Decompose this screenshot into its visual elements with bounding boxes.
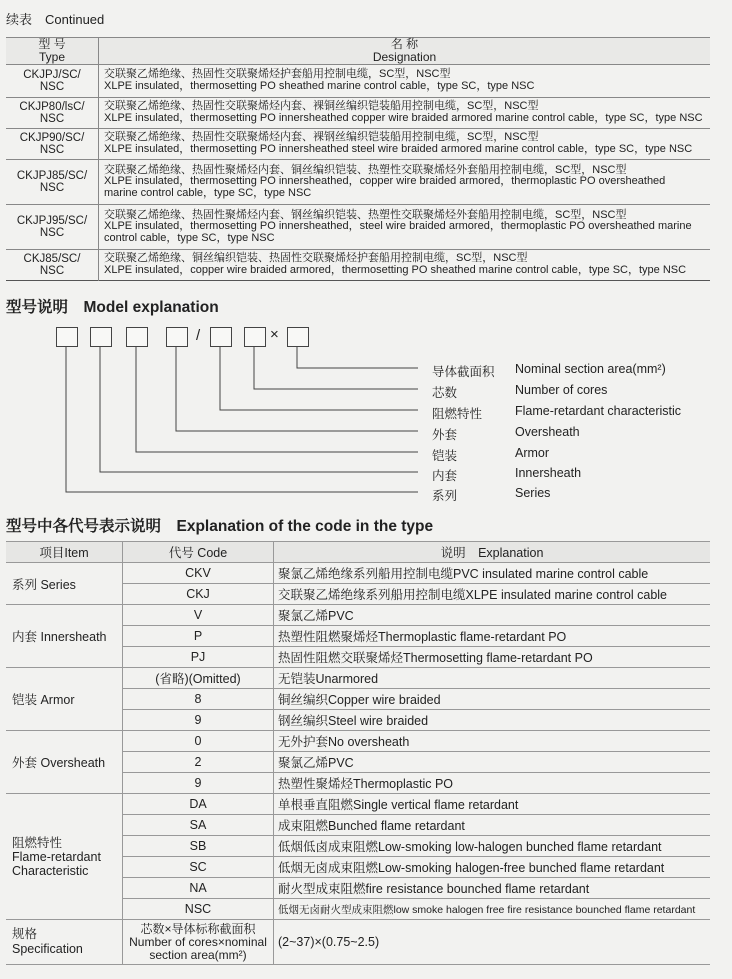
code-header: 代号 Code (123, 542, 274, 563)
spec-item-cell: 规格 Specification (6, 920, 123, 965)
designation-cell: 交联聚乙烯绝缘、热固性交联聚烯烃护套船用控制电缆，SC型，NSC型 XLPE insulated，thermosetting PO sheathed marine control cable，type SC，type NSC (99, 65, 711, 98)
label-cores-cn: 芯数 (432, 386, 458, 400)
times-separator: × (270, 326, 279, 343)
explanation-cell: 热塑性聚烯烃Thermoplastic PO (274, 773, 711, 794)
type-cell: CKJPJ85/SC/ NSC (6, 160, 99, 205)
explanation-cell: 成束阻燃Bunched flame retardant (274, 815, 711, 836)
code-cell: NSC (123, 899, 274, 920)
code-cell: 9 (123, 773, 274, 794)
label-oversheath-cn: 外套 (432, 428, 458, 442)
explanation-cell: 铜丝编织Copper wire braided (274, 689, 711, 710)
code-cell: (省略)(Omitted) (123, 668, 274, 689)
item-cell: 阻燃特性 Flame-retardant Characteristic (6, 794, 123, 920)
code-cell: NA (123, 878, 274, 899)
slash-separator: / (196, 327, 201, 344)
label-series-cn: 系列 (432, 489, 458, 503)
code-cell: 2 (123, 752, 274, 773)
explanation-cell: 聚氯乙烯PVC (274, 605, 711, 626)
explanation-cell: 低烟低卤成束阻燃Low-smoking low-halogen bunched flame retardant (274, 836, 711, 857)
code-cell: CKJ (123, 584, 274, 605)
table-row (6, 563, 710, 584)
code-cell: 9 (123, 710, 274, 731)
code-cell: CKV (123, 563, 274, 584)
line-series (66, 347, 418, 492)
code-cell: SC (123, 857, 274, 878)
explanation-cell: 聚氯乙烯PVC (274, 752, 711, 773)
code-cell: 8 (123, 689, 274, 710)
explanation-cell: 钢丝编织Steel wire braided (274, 710, 711, 731)
code-cell: SB (123, 836, 274, 857)
explanation-cell: 无外护套No oversheath (274, 731, 711, 752)
item-cell: 外套 Oversheath (6, 731, 123, 794)
label-series-en: Series (515, 486, 551, 500)
table-row (6, 794, 710, 815)
type-cell: CKJP80/lsC/ NSC (6, 98, 99, 129)
code-cell: P (123, 626, 274, 647)
table-header-row (6, 542, 710, 563)
label-innersheath-en: Innersheath (515, 466, 582, 480)
explanation-cell: 耐火型成束阻燃fire resistance bounched flame retardant (274, 878, 711, 899)
label-flame-en: Flame-retardant characteristic (515, 404, 682, 418)
designation-header: 名 称 Designation (99, 38, 711, 65)
code-cell: 0 (123, 731, 274, 752)
spec-row (6, 920, 710, 965)
code-cell: SA (123, 815, 274, 836)
explanation-cell: 单根垂直阻燃Single vertical flame retardant (274, 794, 711, 815)
explanation-cell: 聚氯乙烯绝缘系列船用控制电缆PVC insulated marine control cable (274, 563, 711, 584)
explanation-cell: 热固性阻燃交联聚烯烃Thermosetting flame-retardant PO (274, 647, 711, 668)
table-row (6, 731, 710, 752)
designation-cell: 交联聚乙烯绝缘、热固性交联聚烯烃内套、裸铜丝编织铠装船用控制电缆，SC型，NSC型 XLPE insulated，thermosetting PO innersheathed copper wire braided armored marine control cable，type SC，type NSC (99, 98, 711, 129)
code-cell: DA (123, 794, 274, 815)
code-cell: V (123, 605, 274, 626)
table-row (6, 605, 710, 626)
label-section-en: Nominal section area(mm²) (515, 362, 666, 376)
type-header: 型 号 Type (6, 38, 99, 65)
type-cell: CKJP90/SC/ NSC (6, 129, 99, 160)
label-cores-en: Number of cores (515, 383, 608, 397)
label-innersheath-cn: 内套 (432, 469, 458, 483)
explanation-header: 说明 Explanation (274, 542, 711, 563)
explanation-cell: 交联聚乙烯绝缘系列船用控制电缆XLPE insulated marine control cable (274, 584, 711, 605)
item-header: 项目Item (6, 542, 123, 563)
explanation-cell: 低烟无卤成束阻燃Low-smoking halogen-free bunched flame retardant (274, 857, 711, 878)
line-armor (136, 347, 418, 452)
label-flame-cn: 阻燃特性 (432, 407, 483, 421)
line-flame (220, 347, 418, 410)
label-section-cn: 导体截面积 (432, 365, 495, 379)
designation-cell: 交联聚乙烯绝缘、铜丝编织铠装、热固性交联聚烯烃护套船用控制电缆，SC型，NSC型 XLPE insulated，copper wire braided armored，thermosetting PO sheathed marine control cable，type SC，type NSC (99, 250, 711, 281)
code-table-title: 型号中各代号表示说明 Explanation of the code in the type (6, 518, 434, 535)
item-cell: 系列 Series (6, 563, 123, 605)
continued-label: 续表 Continued (6, 12, 105, 27)
item-cell: 内套 Innersheath (6, 605, 123, 668)
model-explanation-title: 型号说明 Model explanation (6, 299, 219, 316)
explanation-cell: 热塑性阻燃聚烯烃Thermoplastic flame-retardant PO (274, 626, 711, 647)
code-cell: PJ (123, 647, 274, 668)
spec-explanation-cell: (2~37)×(0.75~2.5) (274, 920, 711, 965)
explanation-cell: 低烟无卤耐火型成束阻燃low smoke halogen free fire resistance bounched flame retardant (274, 899, 711, 920)
table-row (6, 668, 710, 689)
line-section (297, 347, 418, 368)
item-cell: 铠装 Armor (6, 668, 123, 731)
label-armor-cn: 铠装 (432, 449, 458, 463)
designation-cell: 交联聚乙烯绝缘、热固性聚烯烃内套、钢丝编织铠装、热塑性交联聚烯烃外套船用控制电缆，SC型，NSC型 XLPE insulated，thermosetting PO innersheathed，steel wire braided armored，thermoplastic PO oversheathed marine control cable，type SC，type NSC (99, 205, 711, 250)
type-cell: CKJPJ/SC/ NSC (6, 65, 99, 98)
code-explanation-table (6, 541, 710, 965)
label-oversheath-en: Oversheath (515, 425, 580, 439)
type-cell: CKJ85/SC/ NSC (6, 250, 99, 281)
designation-cell: 交联聚乙烯绝缘、热固性交联聚烯烃内套、裸钢丝编织铠装船用控制电缆，SC型，NSC型 XLPE insulated，thermosetting PO innersheathed steel wire braided armored marine control cable，type SC，type NSC (99, 129, 711, 160)
spec-code-cell: 芯数×导体标称截面积 Number of cores×nominal section area(mm²) (123, 920, 274, 965)
designation-cell: 交联聚乙烯绝缘、热固性聚烯烃内套、铜丝编织铠装、热塑性交联聚烯烃外套船用控制电缆，SC型，NSC型 XLPE insulated，thermosetting PO innersheathed，copper wire braided armored，thermoplastic PO oversheathed marine control cable，type SC，type NSC (99, 160, 711, 205)
label-armor-en: Armor (515, 446, 550, 460)
type-cell: CKJPJ95/SC/ NSC (6, 205, 99, 250)
explanation-cell: 无铠装Unarmored (274, 668, 711, 689)
